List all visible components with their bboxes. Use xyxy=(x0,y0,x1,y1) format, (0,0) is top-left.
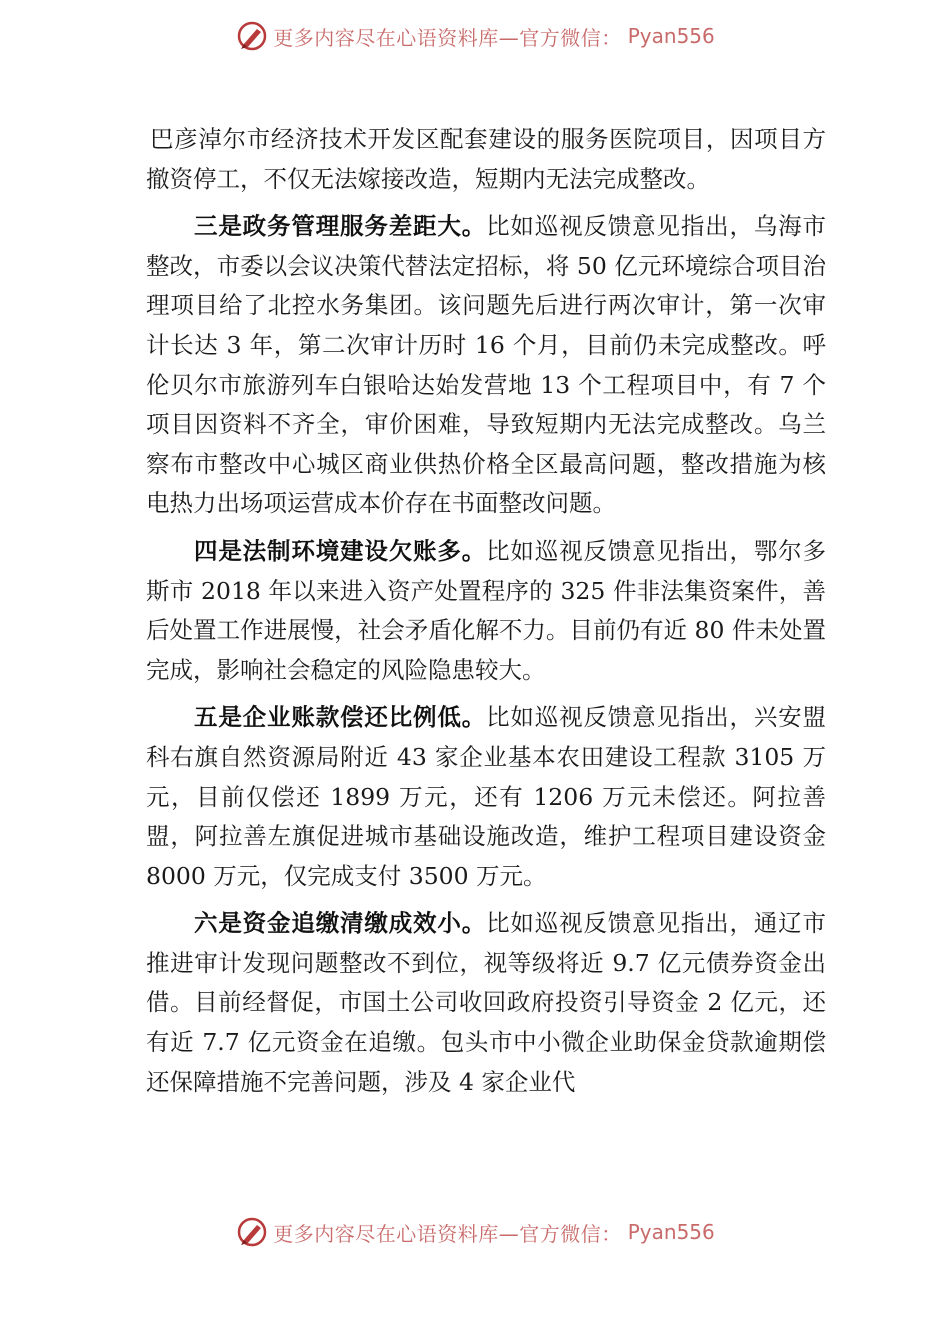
footer-banner xyxy=(0,1212,950,1252)
paragraph-1 xyxy=(146,120,826,199)
paragraph-3 xyxy=(146,532,826,690)
paragraph-4 xyxy=(146,698,826,896)
paragraph-text: 巴彦淖尔市经济技术开发区配套建设的服务医院项目，因项目方撤资停工，不仅无法嫁接改造，短期内无法完成整改。 xyxy=(146,125,826,193)
paragraph-text: 比如巡视反馈意见指出，兴安盟科右旗自然资源局附近 43 家企业基本农田建设工程款 3105 万元，目前仅偿还 1899 万元，还有 1206 万元未偿还。阿拉善盟，阿拉善左旗促进城市基础设施改造，维护工程项目建设资金 8000 万元，仅完成支付 3500 万元。 xyxy=(146,703,827,890)
header-wechat-id: Pyan556 xyxy=(627,24,715,48)
footer-wechat-id: Pyan556 xyxy=(627,1220,715,1244)
paragraph-lead: 六是资金追缴清缴成效小。 xyxy=(194,909,487,938)
document-body xyxy=(146,120,826,1110)
paragraph-lead: 四是法制环境建设欠账多。 xyxy=(194,536,487,565)
paragraph-text: 比如巡视反馈意见指出，鄂尔多斯市 2018 年以来进入资产处置程序的 325 件非法集资案件，善后处置工作进展慢，社会矛盾化解不力。目前仍有近 80 件未处置完成，影响社会稳定的风险隐患较大。 xyxy=(146,536,827,684)
paragraph-lead: 五是企业账款偿还比例低。 xyxy=(194,703,487,732)
paragraph-text: 比如巡视反馈意见指出，乌海市整改，市委以会议决策代替法定招标，将 50 亿元环境综合项目治理项目给了北控水务集团。该问题先后进行两次审计，第一次审计长达 3 年，第二次审计历时 16 个月，目前仍未完成整改。呼伦贝尔市旅游列车白银哈达始发营地 13 个工程项目中，有 7 个项目因资料不齐全，审价困难，导致短期内无法完成整改。乌兰察布市整改中心城区商业供热价格全区最高问题，整改措施为核电热力出场项运营成本价存在书面整改问题。 xyxy=(146,212,827,518)
paragraph-5 xyxy=(146,904,826,1102)
footer-text: 更多内容尽在心语资料库—官方微信： xyxy=(273,1221,622,1246)
header-banner xyxy=(0,16,950,56)
header-text: 更多内容尽在心语资料库—官方微信： xyxy=(273,25,622,50)
pen-logo-icon xyxy=(235,19,269,53)
paragraph-text: 比如巡视反馈意见指出，通辽市推进审计发现问题整改不到位，视等级将近 9.7 亿元债券资金出借。目前经督促，市国土公司收回政府投资引导资金 2 亿元，还有近 7.7 亿元资金在追缴。包头市中小微企业助保金贷款逾期偿还保障措施不完善问题，涉及 4 家企业代 xyxy=(146,909,827,1096)
pen-logo-icon xyxy=(235,1215,269,1249)
paragraph-lead: 三是政务管理服务差距大。 xyxy=(194,212,487,241)
paragraph-2 xyxy=(146,207,826,524)
